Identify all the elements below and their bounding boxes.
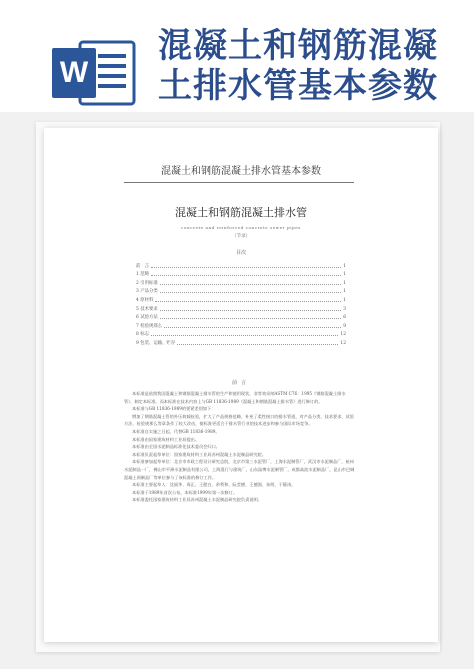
preface-body [124,390,356,504]
toc-page: 3 [343,306,346,312]
toc-title: 目次 [235,250,246,256]
toc-row [136,320,346,329]
toc-page: 1 [343,272,346,278]
toc-row [136,260,346,269]
word-document-icon [50,38,138,108]
preface-paragraph: 本标准参加起草单位：北京市市政工程设计研究总院，北京市第三水泥管厂，上海水泥制管厂，武汉市水泥制品厂，杭州水泥制品一厂，佛山市平洲水泥制品有限公司，上海混行与建筑厂，山东淄博水泥制管厂，成都高流水泥制品厂，昆山市巴城混凝土预制品厂等单位参与了该标准的修订工作。 [124,459,355,480]
toc-label: 4 原材料 [136,297,154,303]
toc-leader [160,284,341,285]
toc-leader [160,318,341,319]
preface-paragraph: 本标准由国家建筑材料工业局提出。 [132,436,200,442]
toc-label: 5 技术要求 [136,306,158,312]
preface-paragraph: 本标准自实施之日起，代替GB 11836-1989。 [132,428,220,434]
toc-leader [160,310,341,311]
toc-label: 1 范畴 [136,272,149,278]
toc-label: 7 检验规那么 [136,323,163,329]
heading-rule [124,182,354,183]
toc-page: 12 [340,332,346,338]
toc-page: 1 [343,263,346,269]
toc-label: 6 试验方法 [136,315,158,321]
standard-title: 混凝土和钢筋混凝土排水管 [175,206,307,219]
toc-page: 12 [340,340,346,346]
toc-label: 9 包装、运输、贮存 [136,340,176,346]
toc-page: 6 [343,315,346,321]
preface-paragraph: 本标准由全国水泥制品标准化技术委员会归口。 [132,444,220,450]
toc-label: 8 标志 [136,332,149,338]
toc-page: 1 [343,297,346,303]
page-title [158,26,463,106]
toc-label: 前 言 [136,263,150,269]
toc-row [136,286,346,295]
word-icon-letter: W [59,56,89,89]
toc-row [136,312,346,321]
toc-leader [177,344,338,345]
toc-page: 1 [343,280,346,286]
table-of-contents [136,260,346,346]
toc-page: 1 [343,289,346,295]
toc-leader [160,292,341,293]
toc-leader [151,267,341,268]
page-header [0,0,474,112]
preface-paragraph: 本标准于1989年首次公布，本标准1999年第一次修订。 [132,489,238,495]
preface-paragraph: 本标准委托国家建筑材料工业局苏州混凝土水泥制品研究院负责说明。 [132,497,262,503]
toc-leader [151,335,338,336]
title-line-1: 混凝土和钢筋混凝 [158,26,438,66]
document-heading: 混凝土和钢筋混凝土排水管基本参数 [161,166,321,177]
preface-paragraph: 本标准与GB 11836-1989的要紧差别如下： [132,406,216,412]
toc-row [136,337,346,346]
toc-leader [155,301,341,302]
toc-page: 9 [343,323,346,329]
preface-paragraph: 增加了钢筋混凝土管的外压荷载检验，扩大了产品规格范畴，补充了柔性接口的排水管道，对产品分类、技术要求、试验方法、检验规那么等章条作了较大改动，使标准更适合于排水管行业的技术进步和参与国际市场竞争。 [124,413,354,427]
preface-paragraph: 本标准是依照我国混凝土和钢筋混凝土排水管的生产和使用现状，非等效采纳ASTM C76：1995《钢筋混凝土排水管》，制定本标准。而本标准在技术内容上与GB 11836-1989《混凝土和钢筋混凝土排水管》进行修订的。 [124,391,346,404]
toc-row [136,277,346,286]
toc-leader [151,275,341,276]
toc-row [136,303,346,312]
toc-row [136,329,346,338]
document-page [44,128,438,642]
toc-label: 2 引用标准 [136,280,158,286]
preface-paragraph: 本标准负责起草单位：国家建筑材料工业局苏州混凝土水泥制品研究院。 [132,451,267,457]
toc-leader [164,327,341,328]
standard-subtitle: concrete and reinforced concrete sewer pipes [181,225,301,230]
standard-edition: （节录） [232,234,250,239]
preface-title: 前言 [231,380,250,386]
preface-paragraph: 本标准主要起草人：沈丽华、周正、王懿白、余利和、阮莹德、王德润、朱明、于静涛。 [132,482,296,488]
toc-label: 3 产品分类 [136,289,158,295]
title-line-2: 土排水管基本参数 [158,66,438,106]
toc-row [136,269,346,278]
toc-row [136,294,346,303]
